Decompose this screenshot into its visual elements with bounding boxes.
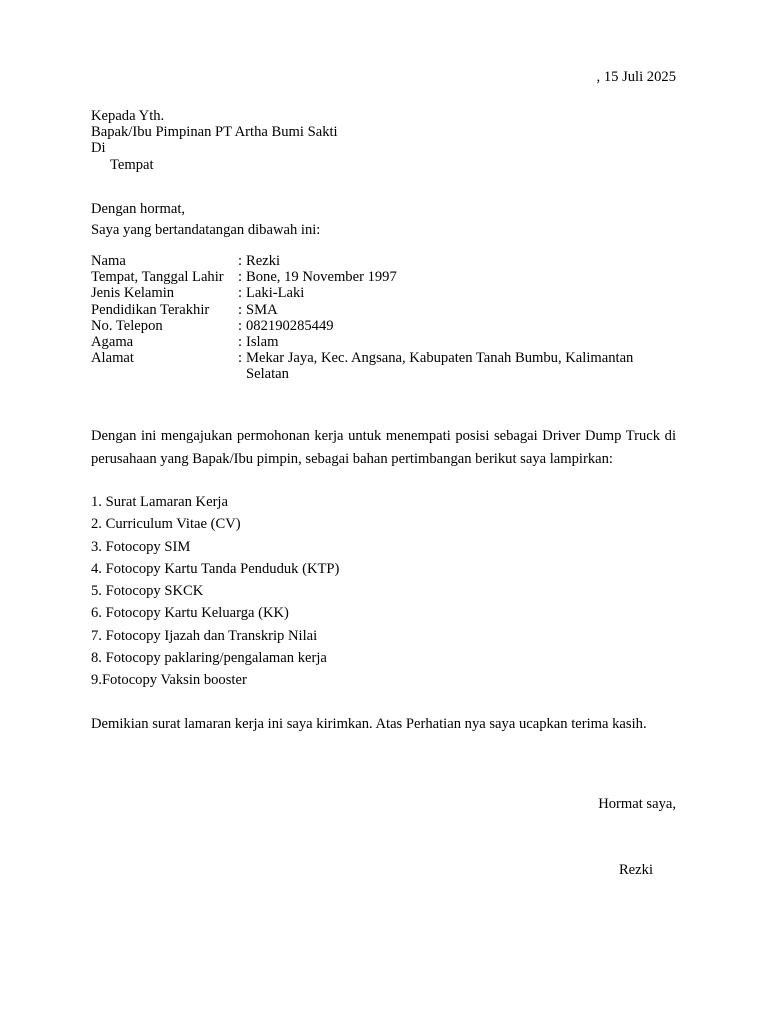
info-value: Mekar Jaya, Kec. Angsana, Kabupaten Tanah Bumbu, Kalimantan Selatan — [246, 350, 634, 383]
info-colon: : — [238, 253, 243, 269]
info-row — [91, 334, 676, 350]
info-colon: : — [238, 301, 243, 318]
list-item: 5. Fotocopy SKCK — [91, 583, 204, 600]
info-value: SMA — [246, 301, 278, 318]
info-colon: : — [238, 334, 243, 351]
list-item: 2. Curriculum Vitae (CV) — [91, 516, 241, 533]
info-colon: : — [238, 350, 243, 367]
closing-paragraph: Demikian surat lamaran kerja ini saya kirimkan. Atas Perhatian nya saya ucapkan terima kasih. — [91, 716, 647, 732]
info-label: Tempat, Tanggal Lahir — [91, 269, 224, 286]
info-label: Jenis Kelamin — [91, 285, 175, 302]
info-row — [91, 318, 676, 334]
info-label: No. Telepon — [91, 317, 163, 334]
info-row — [91, 253, 676, 269]
info-value: 082190285449 — [246, 317, 334, 334]
applicant-info — [91, 253, 676, 383]
info-value: Rezki — [246, 253, 281, 269]
recipient-line: Di — [91, 140, 106, 157]
intro-text: Saya yang bertandatangan dibawah ini: — [91, 222, 321, 238]
info-value: Laki-Laki — [246, 285, 305, 302]
info-colon: : — [238, 269, 243, 286]
salutation: Dengan hormat, — [91, 201, 186, 217]
body-paragraph: Dengan ini mengajukan permohonan kerja untuk menempati posisi sebagai Driver Dump Truck di perusahaan yang Bapak/Ibu pimpin, sebagai bahan pertimbangan berikut saya lampirkan: — [91, 428, 676, 467]
info-row — [91, 350, 676, 382]
list-item: 4. Fotocopy Kartu Tanda Penduduk (KTP) — [91, 560, 340, 577]
info-label: Alamat — [91, 350, 134, 367]
recipient-line: Tempat — [110, 156, 154, 173]
list-item: 1. Surat Lamaran Kerja — [91, 494, 228, 510]
info-row — [91, 302, 676, 318]
info-row — [91, 269, 676, 285]
attachment-list — [91, 491, 676, 692]
info-label: Nama — [91, 253, 126, 269]
list-item: 7. Fotocopy Ijazah dan Transkrip Nilai — [91, 627, 318, 644]
regards-text: Hormat saya, — [598, 796, 676, 812]
info-label: Pendidikan Terakhir — [91, 301, 210, 318]
greeting-block — [91, 199, 676, 241]
info-value: Bone, 19 November 1997 — [246, 269, 397, 286]
info-row — [91, 285, 676, 301]
recipient-line: Kepada Yth. — [91, 108, 165, 124]
list-item: 8. Fotocopy paklaring/pengalaman kerja — [91, 650, 327, 667]
recipient-line: Bapak/Ibu Pimpinan PT Artha Bumi Sakti — [91, 124, 338, 141]
info-colon: : — [238, 285, 243, 302]
signer-name: Rezki — [618, 862, 653, 878]
info-label: Agama — [91, 334, 134, 351]
list-item: 6. Fotocopy Kartu Keluarga (KK) — [91, 605, 289, 622]
list-item: 9.Fotocopy Vaksin booster — [91, 672, 247, 689]
recipient-block — [91, 108, 676, 173]
info-colon: : — [238, 317, 243, 334]
info-value: Islam — [246, 334, 279, 351]
list-item: 3. Fotocopy SIM — [91, 538, 191, 555]
letter-date: , 15 Juli 2025 — [596, 69, 676, 85]
